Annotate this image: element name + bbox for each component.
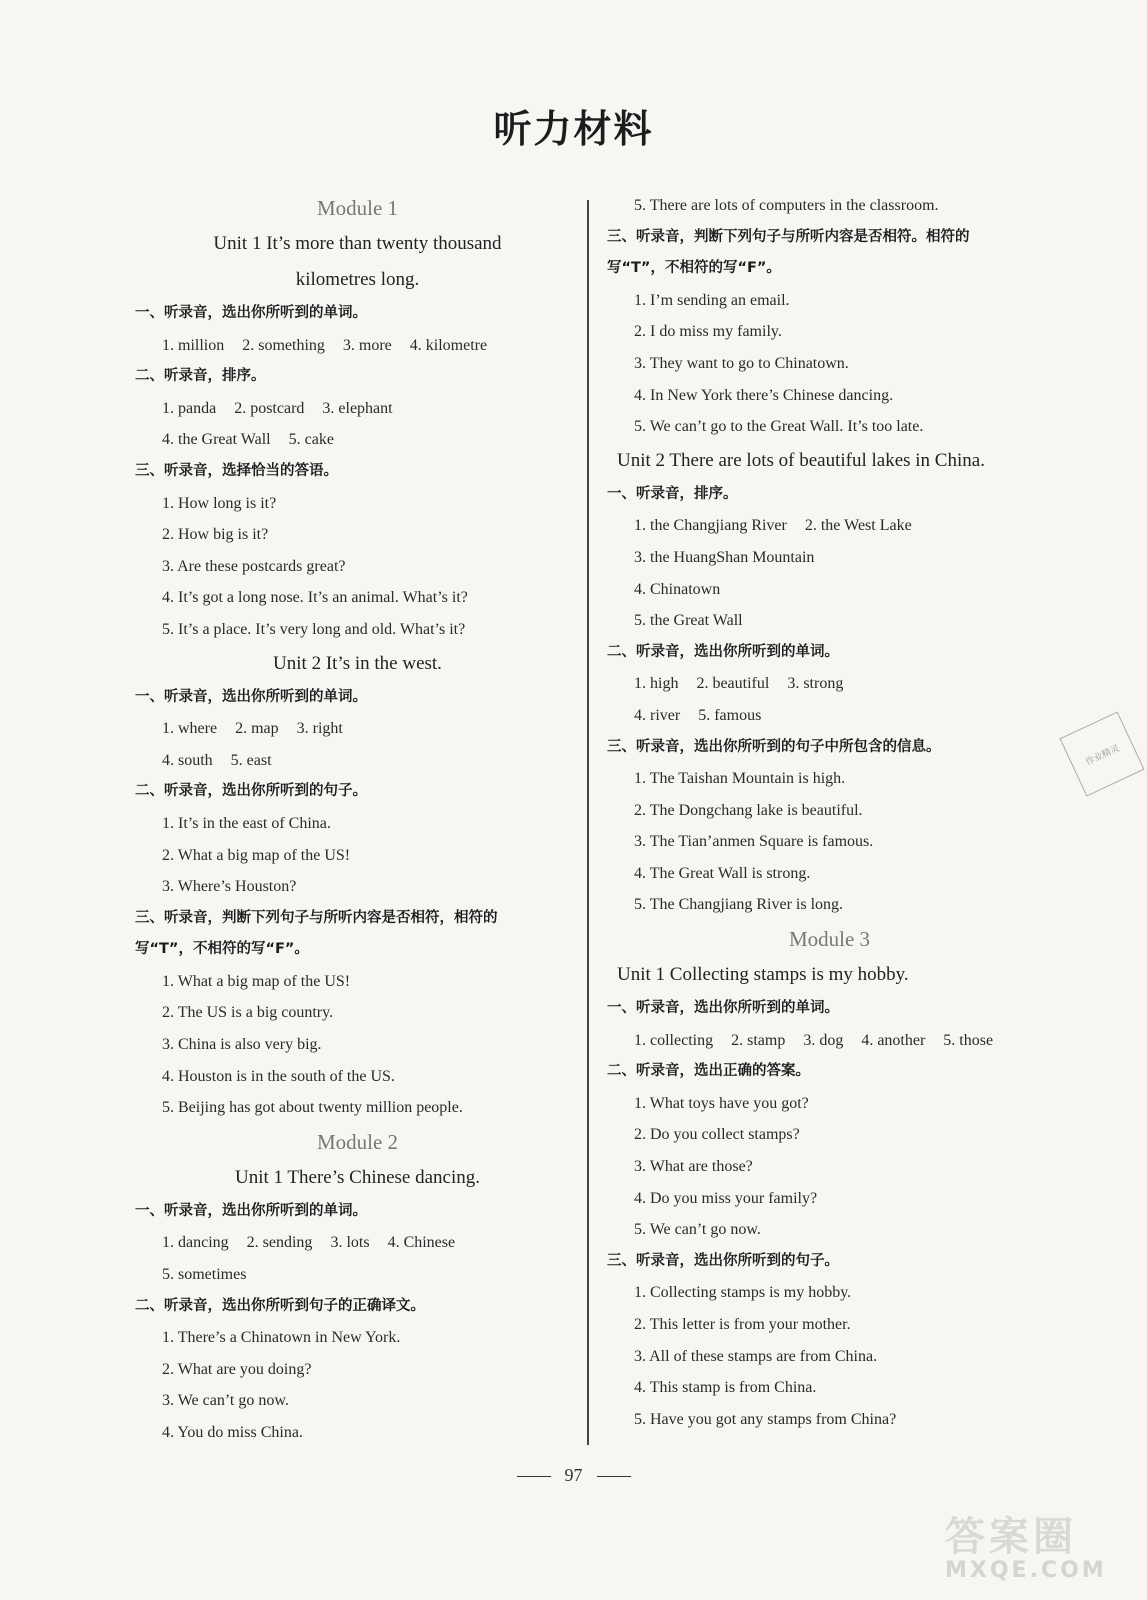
list-item: 4. Houston is in the south of the US. <box>162 1067 395 1085</box>
list-item: 3. Are these postcards great? <box>162 557 346 575</box>
list-item: 4. You do miss China. <box>162 1424 303 1441</box>
list-item: 4. Chinatown <box>634 580 721 598</box>
m2-unit2-title: Unit 2 There are lots of beautiful lakes in China. <box>617 449 985 471</box>
word-item: 2. something <box>242 336 325 354</box>
m1-unit1-title-line1: Unit 1 It’s more than twenty thousand <box>213 233 502 254</box>
list-item: 4. In New York there’s Chinese dancing. <box>634 386 894 404</box>
list-item: 1. The Taishan Mountain is high. <box>634 770 846 788</box>
list-item: 3. the HuangShan Mountain <box>634 548 815 566</box>
word-row <box>135 424 580 456</box>
list-item: 3. We can’t go now. <box>162 1392 289 1410</box>
word-item: 4. another <box>861 1031 926 1049</box>
word-row <box>135 330 580 362</box>
list-item: 2. The US is a big country. <box>162 1004 334 1022</box>
section-heading-cont: 写“T”，不相符的写“F”。 <box>135 941 309 958</box>
word-item: 5. those <box>943 1031 994 1049</box>
list-item: 4. The Great Wall is strong. <box>634 864 811 882</box>
word-item: 2. sending <box>246 1234 313 1252</box>
word-item: 2. postcard <box>234 399 305 417</box>
page-title: 听力材料 <box>493 106 654 151</box>
dash-right <box>597 1476 631 1477</box>
list-item: 5. We can’t go now. <box>634 1221 761 1239</box>
word-item: 4. river <box>634 706 681 724</box>
word-item: 1. panda <box>162 399 217 417</box>
word-row <box>135 713 580 745</box>
word-row <box>607 668 1052 700</box>
word-item: 4. the Great Wall <box>162 431 271 449</box>
section-heading: 三、听录音，选出你所听到的句子。 <box>607 1252 839 1269</box>
word-item: 2. map <box>235 720 279 738</box>
word-row <box>607 510 1052 542</box>
word-item: 1. high <box>634 675 679 693</box>
module-2-heading: Module 2 <box>316 1129 399 1154</box>
section-heading: 一、听录音，选出你所听到的单词。 <box>135 688 367 705</box>
m1-unit2-title: Unit 2 It’s in the west. <box>273 652 442 674</box>
watermark-logo <box>945 1505 1135 1585</box>
section-heading: 三、听录音，选出你所听到的句子中所包含的信息。 <box>607 738 941 755</box>
module-1-heading: Module 1 <box>316 196 399 220</box>
m2-unit1-title: Unit 1 There’s Chinese dancing. <box>234 1166 480 1188</box>
word-item: 2. beautiful <box>696 675 770 693</box>
list-item: 2. What are you doing? <box>162 1360 312 1378</box>
list-item: 2. This letter is from your mother. <box>634 1316 851 1333</box>
word-item: 5. sometimes <box>162 1266 247 1284</box>
section-heading: 二、听录音，排序。 <box>135 368 266 385</box>
list-item: 5. It’s a place. It’s very long and old. What’s it? <box>162 620 466 638</box>
list-item: 2. What a big map of the US! <box>162 846 351 864</box>
list-item: 1. I’m sending an email. <box>634 291 790 309</box>
section-heading: 三、听录音，判断下列句子与所听内容是否相符，相符的 <box>135 909 498 926</box>
list-item: 2. Do you collect stamps? <box>634 1126 800 1144</box>
section-heading: 三、听录音，判断下列句子与所听内容是否相符。相符的 <box>607 228 970 245</box>
left-column <box>135 190 580 1449</box>
list-item: 5. We can’t go to the Great Wall. It’s too late. <box>634 418 924 436</box>
list-item: 3. What are those? <box>634 1158 753 1176</box>
word-item: 1. the Changjiang River <box>634 517 787 535</box>
seal-stamp: 作业精灵 <box>1059 711 1144 796</box>
list-item: 4. This stamp is from China. <box>634 1379 817 1397</box>
list-item: 1. What toys have you got? <box>634 1094 809 1112</box>
list-item: 5. There are lots of computers in the classroom. <box>634 197 939 214</box>
watermark-url: MXQE.COM <box>945 1558 1107 1583</box>
list-item: 5. Have you got any stamps from China? <box>634 1410 897 1428</box>
list-item: 1. It’s in the east of China. <box>162 814 331 832</box>
word-item: 1. where <box>162 720 218 738</box>
list-item: 1. What a big map of the US! <box>162 972 351 990</box>
m1-unit1-title-line2: kilometres long. <box>295 269 420 290</box>
word-row <box>135 1227 580 1259</box>
section-heading: 一、听录音，选出你所听到的单词。 <box>607 1000 839 1017</box>
word-item: 2. the West Lake <box>804 517 912 535</box>
list-item: 5. Beijing has got about twenty million people. <box>162 1099 463 1117</box>
section-heading: 二、听录音，选出你所听到句子的正确译文。 <box>135 1297 425 1314</box>
list-item: 5. the Great Wall <box>634 612 743 630</box>
word-item: 3. more <box>342 336 392 354</box>
section-heading: 二、听录音，选出你所听到的单词。 <box>607 643 839 660</box>
section-heading-cont: 写“T”，不相符的写“F”。 <box>607 260 781 277</box>
page-number <box>0 1465 1147 1486</box>
list-item: 2. How big is it? <box>162 526 269 544</box>
word-row <box>607 700 1052 732</box>
section-heading: 三、听录音，选择恰当的答语。 <box>135 462 338 479</box>
list-item: 2. The Dongchang lake is beautiful. <box>634 801 863 819</box>
word-item: 1. collecting <box>634 1031 714 1049</box>
list-item: 3. They want to go to Chinatown. <box>634 354 849 372</box>
list-item: 2. I do miss my family. <box>634 323 782 341</box>
section-heading: 一、听录音，选出你所听到的单词。 <box>135 305 367 321</box>
module-3-heading: Module 3 <box>788 927 871 952</box>
list-item: 1. Collecting stamps is my hobby. <box>634 1284 852 1302</box>
list-item: 1. How long is it? <box>162 494 277 512</box>
list-item: 4. Do you miss your family? <box>634 1189 818 1207</box>
section-heading: 二、听录音，选出正确的答案。 <box>607 1063 810 1080</box>
list-item: 3. All of these stamps are from China. <box>634 1347 878 1365</box>
dash-left <box>517 1476 551 1477</box>
word-item: 3. right <box>296 720 343 738</box>
word-item: 3. lots <box>330 1234 370 1252</box>
word-item: 3. strong <box>787 675 844 693</box>
word-item: 3. elephant <box>322 399 393 417</box>
column-divider <box>587 200 589 1445</box>
word-item: 5. east <box>230 751 272 769</box>
word-item: 5. famous <box>698 706 762 724</box>
section-heading: 一、听录音，排序。 <box>607 485 738 502</box>
watermark-text: 答案圈 <box>945 1514 1077 1560</box>
section-heading: 二、听录音，选出你所听到的句子。 <box>135 783 367 800</box>
word-item: 4. south <box>162 751 213 769</box>
word-row <box>135 393 580 425</box>
list-item: 4. It’s got a long nose. It’s an animal. What’s it? <box>162 589 468 607</box>
word-item: 4. kilometre <box>409 336 488 354</box>
word-row <box>135 1259 580 1291</box>
word-row <box>135 745 580 777</box>
section-heading: 一、听录音，选出你所听到的单词。 <box>135 1202 367 1219</box>
m3-unit1-title: Unit 1 Collecting stamps is my hobby. <box>617 964 909 986</box>
list-item: 5. The Changjiang River is long. <box>634 896 844 914</box>
word-item: 2. stamp <box>731 1031 786 1049</box>
list-item: 3. China is also very big. <box>162 1036 322 1054</box>
word-item: 5. cake <box>288 431 334 449</box>
page-number-text: 97 <box>564 1465 583 1485</box>
list-item: 3. The Tian’anmen Square is famous. <box>634 833 874 851</box>
word-row <box>607 1025 1052 1057</box>
word-item: 3. dog <box>803 1031 844 1049</box>
word-item: 1. dancing <box>162 1234 229 1252</box>
word-item: 1. million <box>162 336 225 354</box>
right-column <box>607 190 1052 1435</box>
list-item: 1. There’s a Chinatown in New York. <box>162 1329 401 1347</box>
list-item: 3. Where’s Houston? <box>162 878 297 896</box>
word-item: 4. Chinese <box>387 1234 456 1252</box>
